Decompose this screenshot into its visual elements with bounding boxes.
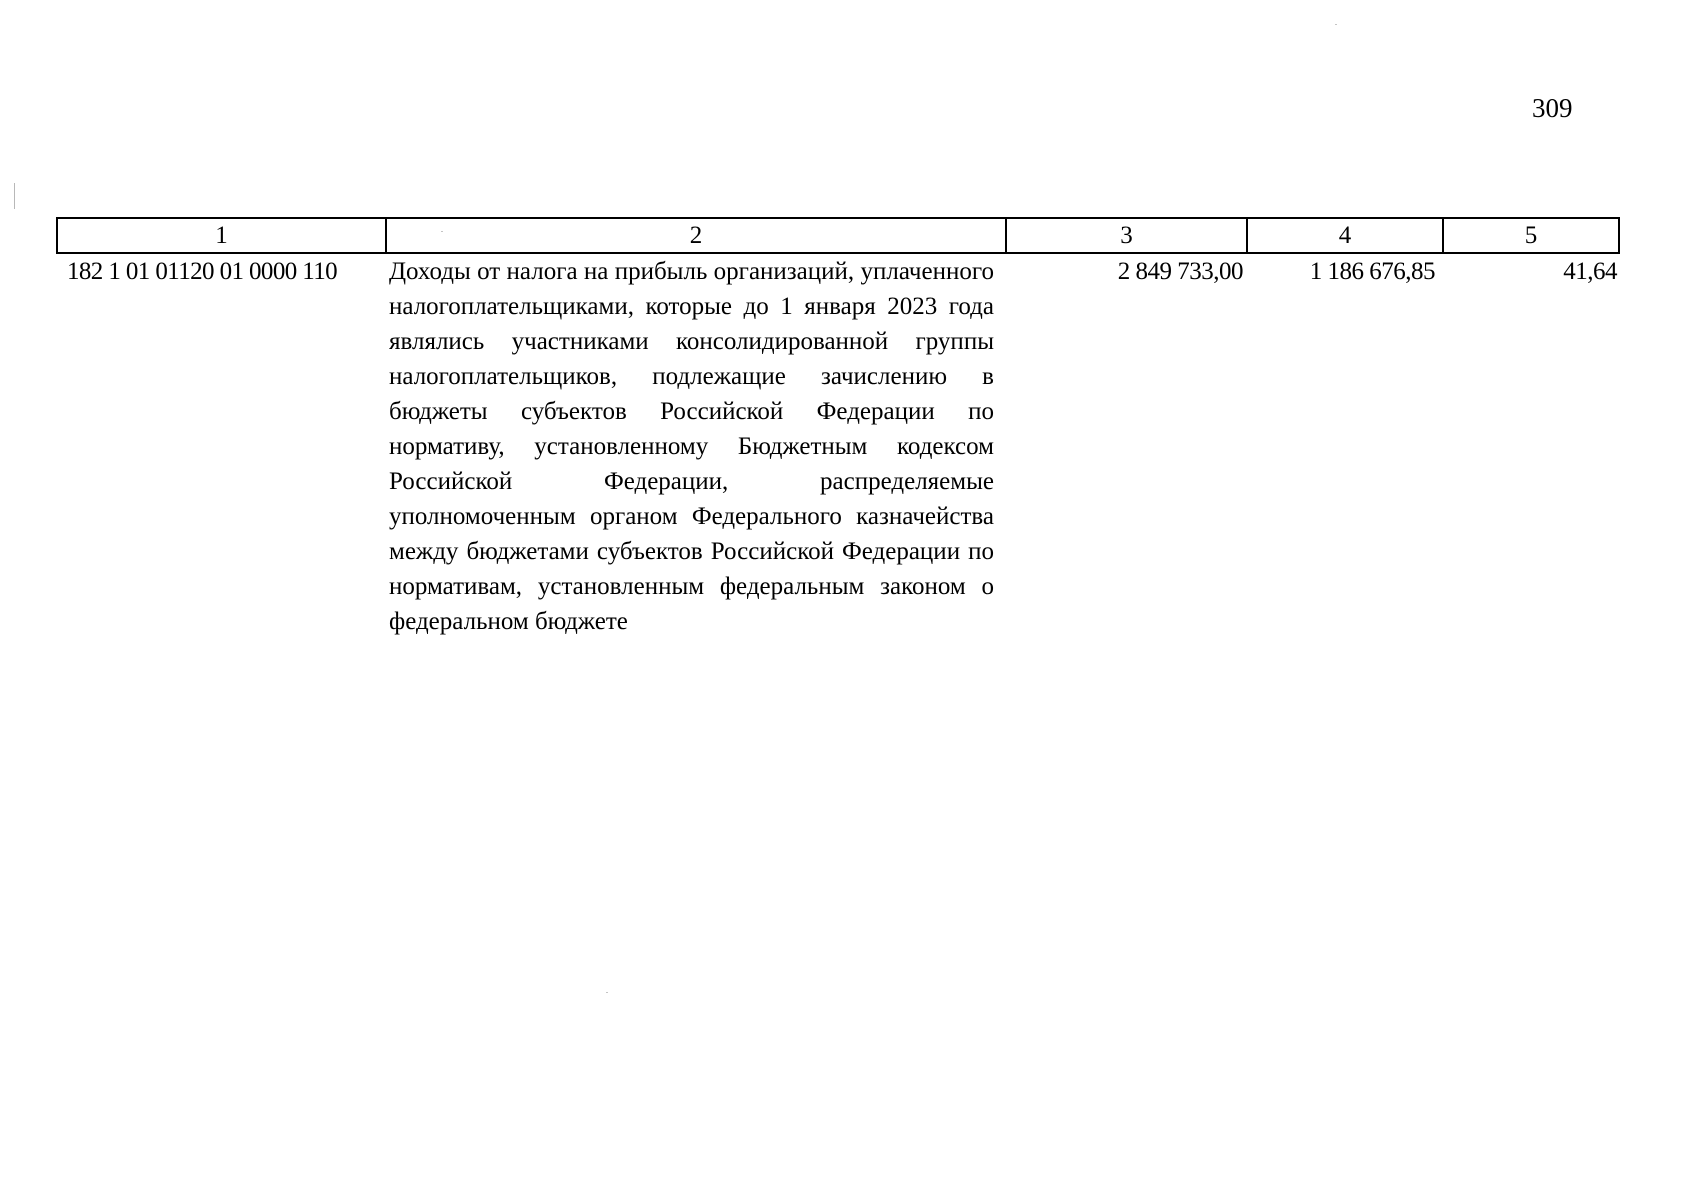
column-header-4: 4 (1247, 218, 1443, 253)
table-row (57, 253, 1619, 639)
column-header-3: 3 (1006, 218, 1247, 253)
budget-table (56, 217, 1620, 639)
column-header-5: 5 (1443, 218, 1619, 253)
revenue-description: Доходы от налога на прибыль организаций, уплаченного налогоплательщиками, которые до 1 января 2023 года являлись участниками консолидированной группы налогоплательщиков, подлежащие зачислению в бюджеты субъектов Российской Федерации по нормативу, установленному Бюджетным кодексом Российской Федерации, распределяемые уполномоченным органом Федерального казначейства между бюджетами субъектов Российской Федерации по нормативам, установленным федеральным законом о федеральном бюджете (389, 258, 994, 635)
page-number: 309 (1532, 93, 1573, 123)
revenue-description-cell (386, 253, 1006, 639)
scan-speck (1335, 24, 1337, 25)
table-body (57, 253, 1619, 639)
value-column-3: 2 849 733,00 (1117, 258, 1243, 285)
scan-margin-mark (14, 183, 15, 209)
scan-speck (606, 992, 608, 993)
column-header-1: 1 (57, 218, 386, 253)
table-header (57, 218, 1619, 253)
revenue-code: 182 1 01 01120 01 0000 110 (67, 258, 338, 285)
value-column-4: 1 186 676,85 (1309, 258, 1435, 285)
table-header-row (57, 218, 1619, 253)
value-column-5: 41,64 (1563, 258, 1617, 285)
column-header-2: 2 (386, 218, 1006, 253)
